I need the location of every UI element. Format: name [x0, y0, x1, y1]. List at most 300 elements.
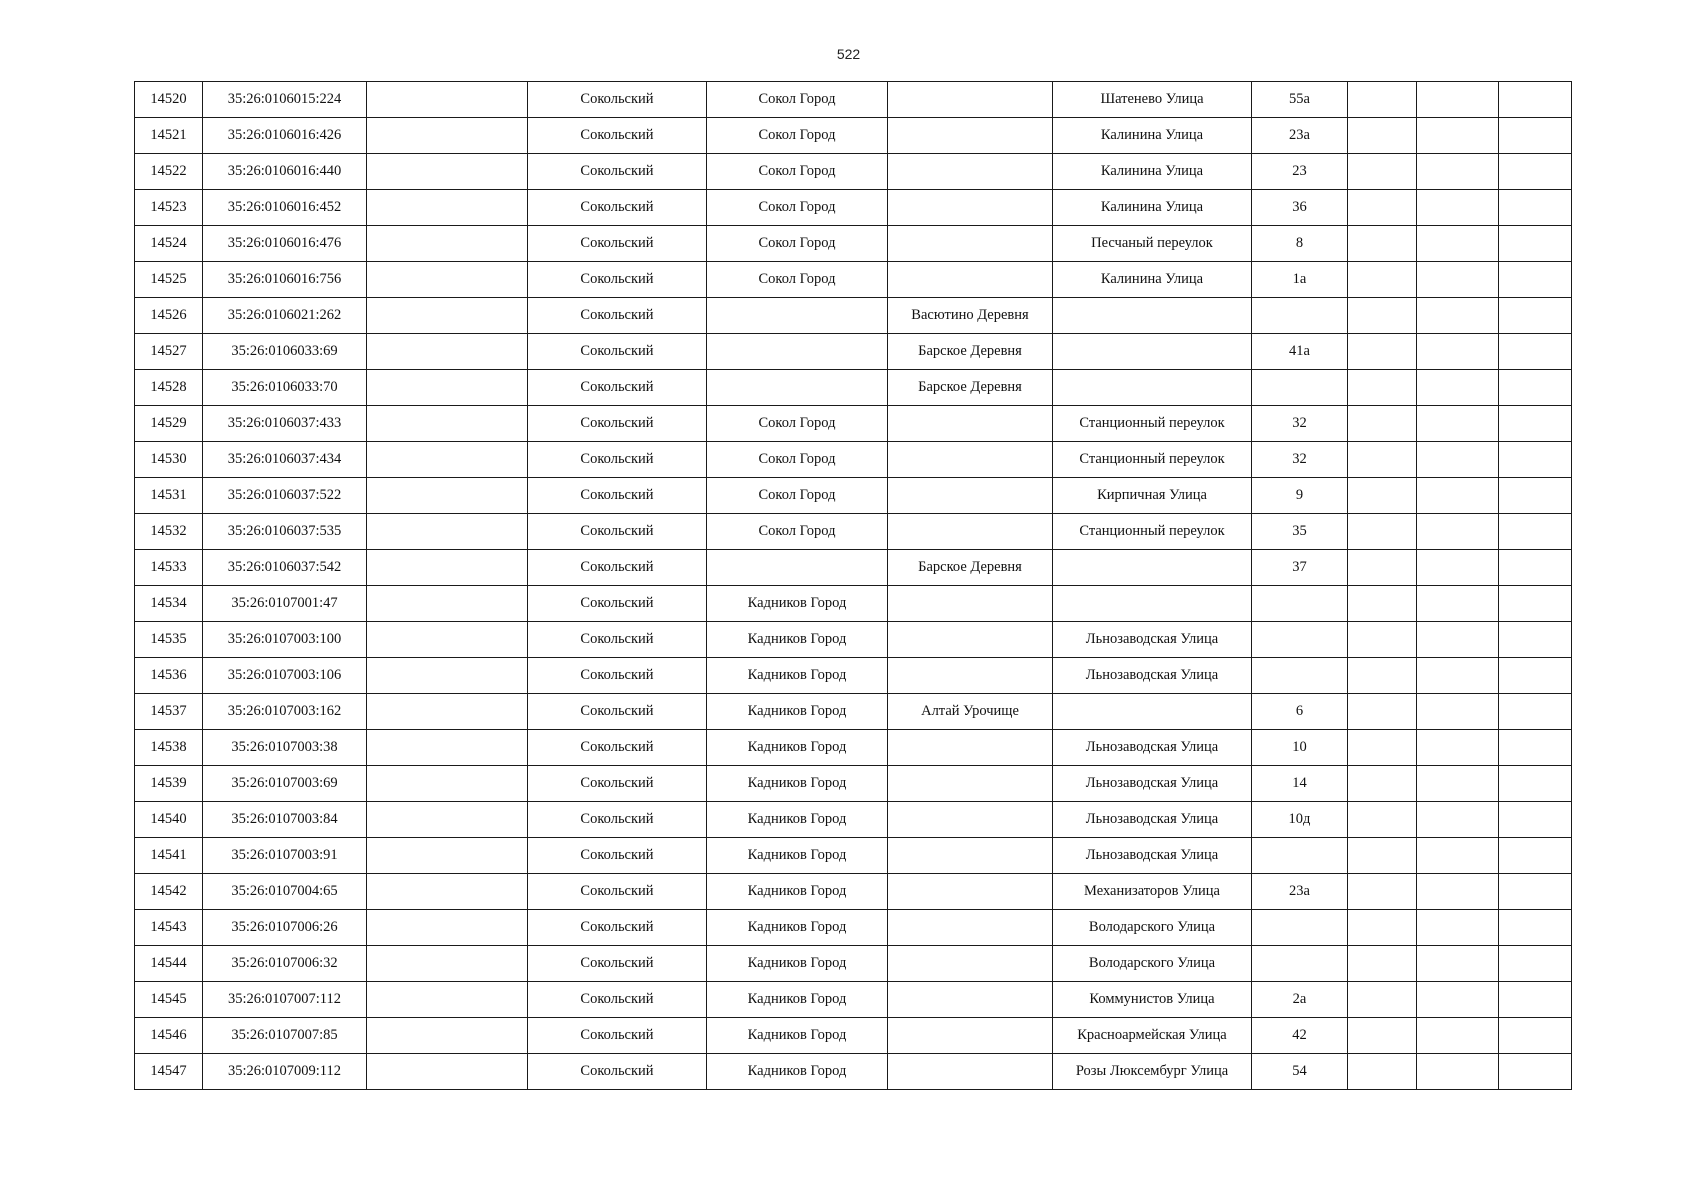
row-number-cell: 14531: [135, 478, 203, 514]
cadastral-number-cell: 35:26:0106016:756: [203, 262, 367, 298]
blank-cell: [1417, 946, 1499, 982]
table-row: [135, 514, 1572, 550]
blank-cell: [367, 982, 528, 1018]
cadastral-number-cell: 35:26:0106016:426: [203, 118, 367, 154]
blank-cell: [1499, 694, 1572, 730]
district-cell: Сокольский: [528, 586, 707, 622]
blank-cell: [367, 766, 528, 802]
row-number-cell: 14542: [135, 874, 203, 910]
blank-cell: [1348, 406, 1417, 442]
blank-cell: [1348, 1054, 1417, 1090]
blank-cell: [1499, 622, 1572, 658]
street-cell: [1053, 298, 1252, 334]
blank-cell: [1348, 118, 1417, 154]
settlement-cell: [888, 82, 1053, 118]
settlement-cell: [888, 802, 1053, 838]
row-number-cell: 14544: [135, 946, 203, 982]
row-number-cell: 14523: [135, 190, 203, 226]
street-cell: Калинина Улица: [1053, 262, 1252, 298]
city-cell: Кадников Город: [707, 622, 888, 658]
blank-cell: [1499, 658, 1572, 694]
settlement-cell: [888, 1054, 1053, 1090]
cadastral-number-cell: 35:26:0106037:522: [203, 478, 367, 514]
blank-cell: [367, 262, 528, 298]
cadastral-number-cell: 35:26:0106016:476: [203, 226, 367, 262]
house-number-cell: [1252, 838, 1348, 874]
blank-cell: [367, 1018, 528, 1054]
cadastral-number-cell: 35:26:0106037:542: [203, 550, 367, 586]
table-row: [135, 622, 1572, 658]
blank-cell: [1417, 406, 1499, 442]
cadastral-number-cell: 35:26:0107007:85: [203, 1018, 367, 1054]
city-cell: Сокол Город: [707, 82, 888, 118]
blank-cell: [367, 874, 528, 910]
blank-cell: [367, 370, 528, 406]
blank-cell: [1499, 262, 1572, 298]
street-cell: Песчаный переулок: [1053, 226, 1252, 262]
blank-cell: [1417, 514, 1499, 550]
house-number-cell: 6: [1252, 694, 1348, 730]
city-cell: Сокол Город: [707, 514, 888, 550]
house-number-cell: 41а: [1252, 334, 1348, 370]
district-cell: Сокольский: [528, 298, 707, 334]
blank-cell: [367, 946, 528, 982]
blank-cell: [1348, 190, 1417, 226]
blank-cell: [1417, 694, 1499, 730]
house-number-cell: [1252, 946, 1348, 982]
row-number-cell: 14537: [135, 694, 203, 730]
blank-cell: [367, 838, 528, 874]
table-row: [135, 838, 1572, 874]
settlement-cell: [888, 982, 1053, 1018]
city-cell: Сокол Город: [707, 406, 888, 442]
house-number-cell: 14: [1252, 766, 1348, 802]
house-number-cell: 37: [1252, 550, 1348, 586]
district-cell: Сокольский: [528, 550, 707, 586]
blank-cell: [1417, 802, 1499, 838]
blank-cell: [1499, 874, 1572, 910]
blank-cell: [1348, 946, 1417, 982]
street-cell: [1053, 334, 1252, 370]
blank-cell: [1417, 154, 1499, 190]
city-cell: Кадников Город: [707, 586, 888, 622]
district-cell: Сокольский: [528, 478, 707, 514]
blank-cell: [367, 190, 528, 226]
blank-cell: [1348, 478, 1417, 514]
city-cell: Кадников Город: [707, 802, 888, 838]
settlement-cell: [888, 514, 1053, 550]
street-cell: Калинина Улица: [1053, 190, 1252, 226]
house-number-cell: 10: [1252, 730, 1348, 766]
blank-cell: [1499, 298, 1572, 334]
blank-cell: [1348, 298, 1417, 334]
settlement-cell: [888, 622, 1053, 658]
blank-cell: [367, 118, 528, 154]
street-cell: Коммунистов Улица: [1053, 982, 1252, 1018]
blank-cell: [367, 442, 528, 478]
blank-cell: [367, 550, 528, 586]
table-row: [135, 982, 1572, 1018]
blank-cell: [1417, 1054, 1499, 1090]
blank-cell: [1348, 586, 1417, 622]
street-cell: Льнозаводская Улица: [1053, 730, 1252, 766]
blank-cell: [1499, 1018, 1572, 1054]
street-cell: Калинина Улица: [1053, 154, 1252, 190]
street-cell: Льнозаводская Улица: [1053, 622, 1252, 658]
blank-cell: [1348, 514, 1417, 550]
blank-cell: [1348, 766, 1417, 802]
blank-cell: [1348, 802, 1417, 838]
table-row: [135, 442, 1572, 478]
city-cell: [707, 298, 888, 334]
cadastral-number-cell: 35:26:0106037:433: [203, 406, 367, 442]
table-row: [135, 1018, 1572, 1054]
blank-cell: [1348, 730, 1417, 766]
table-row: [135, 262, 1572, 298]
blank-cell: [1348, 874, 1417, 910]
blank-cell: [1499, 838, 1572, 874]
cadastral-number-cell: 35:26:0107003:38: [203, 730, 367, 766]
city-cell: Кадников Город: [707, 910, 888, 946]
blank-cell: [1499, 982, 1572, 1018]
blank-cell: [367, 658, 528, 694]
city-cell: Сокол Город: [707, 190, 888, 226]
house-number-cell: 8: [1252, 226, 1348, 262]
row-number-cell: 14538: [135, 730, 203, 766]
house-number-cell: 23а: [1252, 118, 1348, 154]
city-cell: Кадников Город: [707, 1018, 888, 1054]
cadastral-number-cell: 35:26:0106016:452: [203, 190, 367, 226]
house-number-cell: [1252, 622, 1348, 658]
blank-cell: [1499, 910, 1572, 946]
blank-cell: [1417, 370, 1499, 406]
blank-cell: [367, 910, 528, 946]
table-row: [135, 802, 1572, 838]
blank-cell: [1499, 118, 1572, 154]
house-number-cell: [1252, 298, 1348, 334]
city-cell: Кадников Город: [707, 1054, 888, 1090]
blank-cell: [1417, 82, 1499, 118]
table-row: [135, 1054, 1572, 1090]
district-cell: Сокольский: [528, 226, 707, 262]
cadastral-number-cell: 35:26:0106033:69: [203, 334, 367, 370]
blank-cell: [1348, 1018, 1417, 1054]
blank-cell: [1348, 82, 1417, 118]
house-number-cell: 2а: [1252, 982, 1348, 1018]
settlement-cell: [888, 730, 1053, 766]
blank-cell: [1499, 550, 1572, 586]
table-row: [135, 766, 1572, 802]
blank-cell: [1499, 586, 1572, 622]
blank-cell: [1499, 406, 1572, 442]
cadastral-number-cell: 35:26:0106037:434: [203, 442, 367, 478]
street-cell: Станционный переулок: [1053, 442, 1252, 478]
table-row: [135, 154, 1572, 190]
settlement-cell: [888, 586, 1053, 622]
blank-cell: [1417, 334, 1499, 370]
cadastral-number-cell: 35:26:0107001:47: [203, 586, 367, 622]
house-number-cell: 42: [1252, 1018, 1348, 1054]
blank-cell: [1499, 514, 1572, 550]
street-cell: Красноармейская Улица: [1053, 1018, 1252, 1054]
row-number-cell: 14533: [135, 550, 203, 586]
cadastral-number-cell: 35:26:0107003:162: [203, 694, 367, 730]
blank-cell: [367, 694, 528, 730]
blank-cell: [1417, 478, 1499, 514]
blank-cell: [1499, 370, 1572, 406]
table-row: [135, 478, 1572, 514]
row-number-cell: 14521: [135, 118, 203, 154]
blank-cell: [1348, 982, 1417, 1018]
blank-cell: [367, 622, 528, 658]
street-cell: [1053, 370, 1252, 406]
cadastral-number-cell: 35:26:0106033:70: [203, 370, 367, 406]
district-cell: Сокольский: [528, 946, 707, 982]
blank-cell: [1417, 118, 1499, 154]
district-cell: Сокольский: [528, 694, 707, 730]
city-cell: Кадников Город: [707, 658, 888, 694]
row-number-cell: 14547: [135, 1054, 203, 1090]
blank-cell: [1348, 694, 1417, 730]
cadastral-number-cell: 35:26:0106021:262: [203, 298, 367, 334]
table-row: [135, 82, 1572, 118]
blank-cell: [367, 1054, 528, 1090]
blank-cell: [1348, 658, 1417, 694]
table-row: [135, 118, 1572, 154]
district-cell: Сокольский: [528, 1018, 707, 1054]
blank-cell: [1499, 82, 1572, 118]
street-cell: Льнозаводская Улица: [1053, 838, 1252, 874]
table-row: [135, 370, 1572, 406]
table-row: [135, 946, 1572, 982]
city-cell: Сокол Город: [707, 442, 888, 478]
blank-cell: [1499, 334, 1572, 370]
table-row: [135, 694, 1572, 730]
row-number-cell: 14526: [135, 298, 203, 334]
house-number-cell: 1а: [1252, 262, 1348, 298]
street-cell: Калинина Улица: [1053, 118, 1252, 154]
district-cell: Сокольский: [528, 370, 707, 406]
table-row: [135, 406, 1572, 442]
city-cell: Кадников Город: [707, 730, 888, 766]
city-cell: Кадников Город: [707, 694, 888, 730]
blank-cell: [1499, 226, 1572, 262]
row-number-cell: 14529: [135, 406, 203, 442]
blank-cell: [367, 406, 528, 442]
blank-cell: [1348, 442, 1417, 478]
cadastral-number-cell: 35:26:0107003:91: [203, 838, 367, 874]
district-cell: Сокольский: [528, 766, 707, 802]
blank-cell: [1417, 1018, 1499, 1054]
blank-cell: [1348, 838, 1417, 874]
district-cell: Сокольский: [528, 622, 707, 658]
settlement-cell: [888, 478, 1053, 514]
blank-cell: [1417, 622, 1499, 658]
district-cell: Сокольский: [528, 154, 707, 190]
row-number-cell: 14527: [135, 334, 203, 370]
settlement-cell: [888, 118, 1053, 154]
cadastral-number-cell: 35:26:0107003:106: [203, 658, 367, 694]
blank-cell: [1417, 298, 1499, 334]
registry-table: [134, 81, 1572, 1090]
house-number-cell: [1252, 370, 1348, 406]
city-cell: [707, 334, 888, 370]
street-cell: Механизаторов Улица: [1053, 874, 1252, 910]
cadastral-number-cell: 35:26:0106016:440: [203, 154, 367, 190]
row-number-cell: 14524: [135, 226, 203, 262]
row-number-cell: 14545: [135, 982, 203, 1018]
blank-cell: [1499, 442, 1572, 478]
blank-cell: [1499, 154, 1572, 190]
district-cell: Сокольский: [528, 1054, 707, 1090]
district-cell: Сокольский: [528, 82, 707, 118]
district-cell: Сокольский: [528, 406, 707, 442]
house-number-cell: 55а: [1252, 82, 1348, 118]
row-number-cell: 14546: [135, 1018, 203, 1054]
house-number-cell: [1252, 658, 1348, 694]
street-cell: [1053, 586, 1252, 622]
settlement-cell: [888, 946, 1053, 982]
city-cell: [707, 550, 888, 586]
street-cell: Станционный переулок: [1053, 514, 1252, 550]
street-cell: Володарского Улица: [1053, 946, 1252, 982]
street-cell: Льнозаводская Улица: [1053, 802, 1252, 838]
blank-cell: [1417, 190, 1499, 226]
district-cell: Сокольский: [528, 730, 707, 766]
house-number-cell: 10д: [1252, 802, 1348, 838]
settlement-cell: Барское Деревня: [888, 370, 1053, 406]
blank-cell: [1417, 874, 1499, 910]
city-cell: Сокол Город: [707, 478, 888, 514]
district-cell: Сокольский: [528, 658, 707, 694]
district-cell: Сокольский: [528, 118, 707, 154]
blank-cell: [1417, 226, 1499, 262]
cadastral-number-cell: 35:26:0107004:65: [203, 874, 367, 910]
blank-cell: [1417, 658, 1499, 694]
city-cell: Кадников Город: [707, 838, 888, 874]
blank-cell: [1499, 730, 1572, 766]
settlement-cell: [888, 406, 1053, 442]
blank-cell: [1348, 226, 1417, 262]
house-number-cell: [1252, 586, 1348, 622]
district-cell: Сокольский: [528, 442, 707, 478]
blank-cell: [1417, 586, 1499, 622]
street-cell: Кирпичная Улица: [1053, 478, 1252, 514]
row-number-cell: 14541: [135, 838, 203, 874]
blank-cell: [1499, 802, 1572, 838]
table-row: [135, 586, 1572, 622]
house-number-cell: 35: [1252, 514, 1348, 550]
house-number-cell: 23: [1252, 154, 1348, 190]
blank-cell: [1499, 946, 1572, 982]
settlement-cell: [888, 262, 1053, 298]
house-number-cell: [1252, 910, 1348, 946]
blank-cell: [1417, 982, 1499, 1018]
street-cell: Шатенево Улица: [1053, 82, 1252, 118]
house-number-cell: 54: [1252, 1054, 1348, 1090]
settlement-cell: Барское Деревня: [888, 550, 1053, 586]
district-cell: Сокольский: [528, 910, 707, 946]
settlement-cell: [888, 226, 1053, 262]
table-row: [135, 658, 1572, 694]
blank-cell: [367, 82, 528, 118]
blank-cell: [1348, 154, 1417, 190]
table-row: [135, 910, 1572, 946]
settlement-cell: Барское Деревня: [888, 334, 1053, 370]
blank-cell: [1417, 838, 1499, 874]
row-number-cell: 14522: [135, 154, 203, 190]
city-cell: Кадников Город: [707, 946, 888, 982]
blank-cell: [367, 154, 528, 190]
cadastral-number-cell: 35:26:0107007:112: [203, 982, 367, 1018]
city-cell: Кадников Город: [707, 874, 888, 910]
house-number-cell: 36: [1252, 190, 1348, 226]
city-cell: Кадников Город: [707, 766, 888, 802]
blank-cell: [1348, 910, 1417, 946]
settlement-cell: [888, 874, 1053, 910]
blank-cell: [367, 802, 528, 838]
blank-cell: [1417, 442, 1499, 478]
table-row: [135, 550, 1572, 586]
settlement-cell: [888, 154, 1053, 190]
settlement-cell: [888, 838, 1053, 874]
district-cell: Сокольский: [528, 190, 707, 226]
house-number-cell: 23а: [1252, 874, 1348, 910]
settlement-cell: [888, 442, 1053, 478]
blank-cell: [1417, 262, 1499, 298]
cadastral-number-cell: 35:26:0107009:112: [203, 1054, 367, 1090]
city-cell: Сокол Город: [707, 226, 888, 262]
district-cell: Сокольский: [528, 334, 707, 370]
row-number-cell: 14539: [135, 766, 203, 802]
blank-cell: [1348, 262, 1417, 298]
settlement-cell: Васютино Деревня: [888, 298, 1053, 334]
table-body: [135, 82, 1572, 1090]
row-number-cell: 14543: [135, 910, 203, 946]
city-cell: Кадников Город: [707, 982, 888, 1018]
cadastral-number-cell: 35:26:0107006:32: [203, 946, 367, 982]
blank-cell: [367, 334, 528, 370]
settlement-cell: [888, 658, 1053, 694]
blank-cell: [367, 226, 528, 262]
house-number-cell: 32: [1252, 406, 1348, 442]
table-row: [135, 226, 1572, 262]
row-number-cell: 14525: [135, 262, 203, 298]
house-number-cell: 32: [1252, 442, 1348, 478]
table-row: [135, 874, 1572, 910]
city-cell: [707, 370, 888, 406]
blank-cell: [367, 586, 528, 622]
table-row: [135, 298, 1572, 334]
cadastral-number-cell: 35:26:0107003:69: [203, 766, 367, 802]
blank-cell: [1417, 910, 1499, 946]
settlement-cell: Алтай Урочище: [888, 694, 1053, 730]
row-number-cell: 14528: [135, 370, 203, 406]
blank-cell: [367, 514, 528, 550]
street-cell: [1053, 694, 1252, 730]
blank-cell: [1348, 622, 1417, 658]
blank-cell: [1417, 550, 1499, 586]
cadastral-number-cell: 35:26:0107003:84: [203, 802, 367, 838]
blank-cell: [1417, 766, 1499, 802]
page-number: 522: [836, 46, 861, 62]
district-cell: Сокольский: [528, 874, 707, 910]
row-number-cell: 14540: [135, 802, 203, 838]
blank-cell: [1499, 478, 1572, 514]
district-cell: Сокольский: [528, 262, 707, 298]
table-row: [135, 334, 1572, 370]
street-cell: Льнозаводская Улица: [1053, 766, 1252, 802]
